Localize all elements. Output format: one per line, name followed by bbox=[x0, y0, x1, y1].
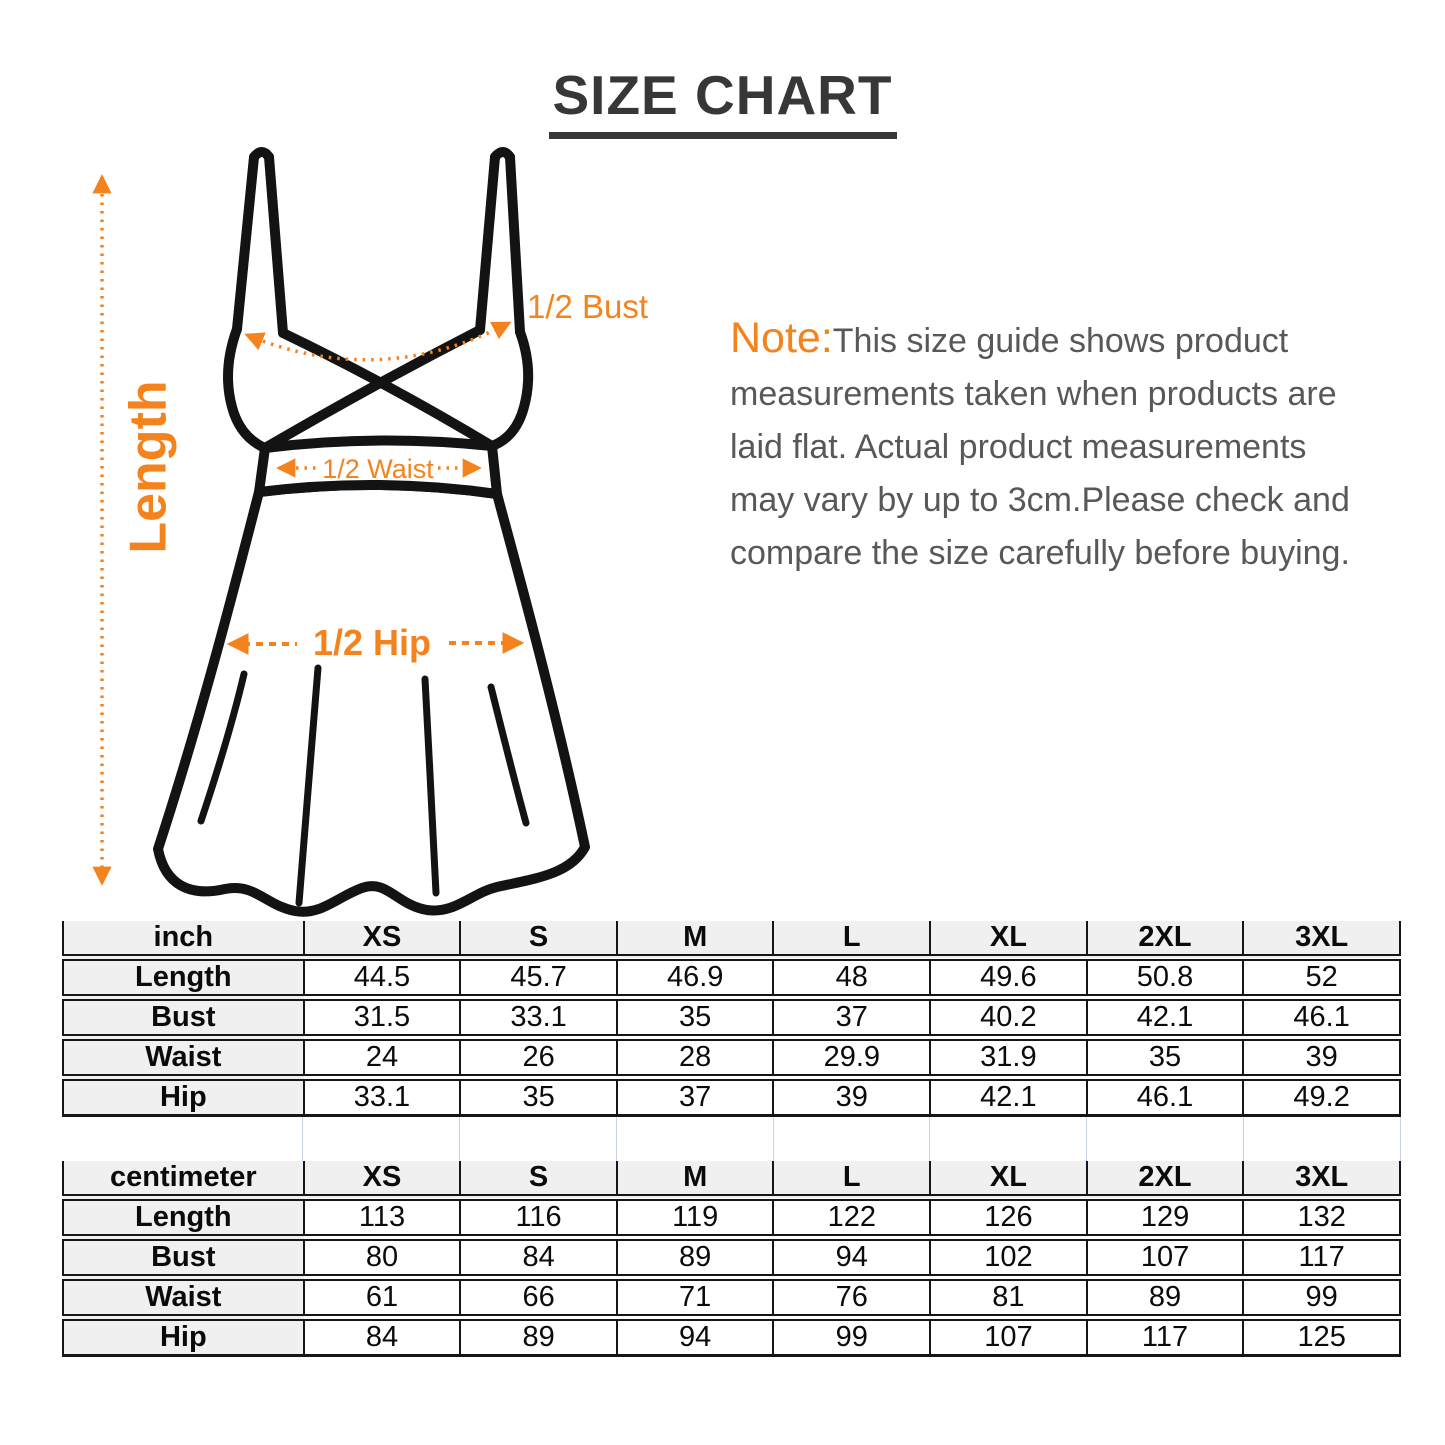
size-column-header: S bbox=[460, 921, 617, 958]
title-bar bbox=[0, 64, 1445, 139]
measurement-value-cell: 49.6 bbox=[930, 958, 1087, 998]
size-table-header-row bbox=[63, 1161, 1400, 1198]
size-column-header: S bbox=[460, 1161, 617, 1198]
measurement-value-cell: 125 bbox=[1243, 1318, 1400, 1356]
measurement-value-cell: 76 bbox=[773, 1278, 930, 1318]
note-line bbox=[730, 312, 1430, 368]
gap-gridline bbox=[774, 1117, 931, 1161]
measurement-value-cell: 94 bbox=[773, 1238, 930, 1278]
gap-gridline bbox=[1087, 1117, 1244, 1161]
bodice-right-seam bbox=[492, 332, 528, 446]
measurement-value-cell: 84 bbox=[304, 1318, 461, 1356]
measurement-label-cell: Hip bbox=[63, 1318, 304, 1356]
measurement-value-cell: 107 bbox=[930, 1318, 1087, 1356]
note-line: may vary by up to 3cm.Please check and bbox=[730, 481, 1350, 519]
measurement-value-cell: 117 bbox=[1243, 1238, 1400, 1278]
measurement-value-cell: 33.1 bbox=[460, 998, 617, 1038]
gap-gridline bbox=[460, 1117, 617, 1161]
size-column-header: M bbox=[617, 1161, 774, 1198]
measurement-row bbox=[63, 958, 1400, 998]
note-line: laid flat. Actual product measurements bbox=[730, 428, 1307, 466]
measurement-row bbox=[63, 1078, 1400, 1116]
hip-label: 1/2 Hip bbox=[312, 622, 432, 663]
measurement-value-cell: 61 bbox=[304, 1278, 461, 1318]
dress-drawing bbox=[158, 152, 585, 912]
measurement-value-cell: 89 bbox=[617, 1238, 774, 1278]
measurement-value-cell: 49.2 bbox=[1243, 1078, 1400, 1116]
size-table-centimeter bbox=[62, 1161, 1401, 1357]
size-diagram bbox=[75, 145, 695, 935]
measurement-value-cell: 28 bbox=[617, 1038, 774, 1078]
measurement-value-cell: 35 bbox=[617, 998, 774, 1038]
note-block bbox=[730, 312, 1430, 580]
measurement-value-cell: 37 bbox=[773, 998, 930, 1038]
gap-gridline bbox=[930, 1117, 1087, 1161]
measurement-value-cell: 42.1 bbox=[930, 1078, 1087, 1116]
measurement-value-cell: 31.9 bbox=[930, 1038, 1087, 1078]
measurement-value-cell: 89 bbox=[1087, 1278, 1244, 1318]
size-tables bbox=[62, 921, 1401, 1357]
measurement-value-cell: 50.8 bbox=[1087, 958, 1244, 998]
measurement-value-cell: 46.9 bbox=[617, 958, 774, 998]
measurement-value-cell: 80 bbox=[304, 1238, 461, 1278]
size-column-header: XL bbox=[930, 921, 1087, 958]
measurement-value-cell: 35 bbox=[1087, 1038, 1244, 1078]
measurement-value-cell: 46.1 bbox=[1087, 1078, 1244, 1116]
measurement-value-cell: 39 bbox=[1243, 1038, 1400, 1078]
measurement-value-cell: 52 bbox=[1243, 958, 1400, 998]
table-gap-row bbox=[62, 1117, 1401, 1161]
measurement-value-cell: 39 bbox=[773, 1078, 930, 1116]
measurement-value-cell: 29.9 bbox=[773, 1038, 930, 1078]
unit-label-cell: centimeter bbox=[63, 1161, 304, 1198]
note-line: measurements taken when products are bbox=[730, 375, 1337, 413]
measurement-value-cell: 24 bbox=[304, 1038, 461, 1078]
bust-label: 1/2 Bust bbox=[527, 288, 649, 325]
note-line: compare the size carefully before buying. bbox=[730, 534, 1350, 572]
size-table-header-row bbox=[63, 921, 1400, 958]
dress-straps bbox=[237, 152, 520, 333]
gap-gridline bbox=[617, 1117, 774, 1161]
measurement-value-cell: 132 bbox=[1243, 1198, 1400, 1238]
gap-gridline bbox=[303, 1117, 460, 1161]
measurement-label-cell: Waist bbox=[63, 1278, 304, 1318]
measurement-label-cell: Length bbox=[63, 958, 304, 998]
measurement-value-cell: 129 bbox=[1087, 1198, 1244, 1238]
note-prefix: Note: bbox=[730, 314, 833, 362]
measurement-label-cell: Hip bbox=[63, 1078, 304, 1116]
measurement-value-cell: 44.5 bbox=[304, 958, 461, 998]
measurement-value-cell: 102 bbox=[930, 1238, 1087, 1278]
measurement-value-cell: 37 bbox=[617, 1078, 774, 1116]
size-column-header: XS bbox=[304, 1161, 461, 1198]
measurement-value-cell: 107 bbox=[1087, 1238, 1244, 1278]
waist-label: 1/2 Waist bbox=[322, 454, 434, 484]
measurement-value-cell: 33.1 bbox=[304, 1078, 461, 1116]
measurement-row bbox=[63, 1238, 1400, 1278]
length-label: Length bbox=[119, 380, 178, 554]
size-column-header: XL bbox=[930, 1161, 1087, 1198]
measurement-value-cell: 126 bbox=[930, 1198, 1087, 1238]
size-table-inch bbox=[62, 921, 1401, 1117]
measurement-label-cell: Length bbox=[63, 1198, 304, 1238]
size-column-header: XS bbox=[304, 921, 461, 958]
measurement-label-cell: Bust bbox=[63, 1238, 304, 1278]
measurement-value-cell: 99 bbox=[773, 1318, 930, 1356]
wrap-neckline-left bbox=[283, 333, 492, 446]
gap-gridline bbox=[1244, 1117, 1401, 1161]
size-column-header: L bbox=[773, 1161, 930, 1198]
measurement-value-cell: 40.2 bbox=[930, 998, 1087, 1038]
note-text: This size guide shows product bbox=[832, 322, 1289, 360]
measurement-value-cell: 66 bbox=[460, 1278, 617, 1318]
size-column-header: L bbox=[773, 921, 930, 958]
measurement-value-cell: 122 bbox=[773, 1198, 930, 1238]
measurement-value-cell: 99 bbox=[1243, 1278, 1400, 1318]
size-column-header: M bbox=[617, 921, 774, 958]
measurement-value-cell: 45.7 bbox=[460, 958, 617, 998]
measurement-row bbox=[63, 1278, 1400, 1318]
measurement-label-cell: Waist bbox=[63, 1038, 304, 1078]
page-title: SIZE CHART bbox=[549, 68, 897, 139]
measurement-row bbox=[63, 998, 1400, 1038]
size-column-header: 3XL bbox=[1243, 921, 1400, 958]
measurement-value-cell: 94 bbox=[617, 1318, 774, 1356]
measurement-value-cell: 84 bbox=[460, 1238, 617, 1278]
measurement-row bbox=[63, 1318, 1400, 1356]
measurement-label-cell: Bust bbox=[63, 998, 304, 1038]
size-column-header: 2XL bbox=[1087, 1161, 1244, 1198]
dress-skirt bbox=[158, 485, 585, 912]
measurement-row bbox=[63, 1038, 1400, 1078]
size-column-header: 3XL bbox=[1243, 1161, 1400, 1198]
size-column-header: 2XL bbox=[1087, 921, 1244, 958]
measurement-value-cell: 117 bbox=[1087, 1318, 1244, 1356]
gap-gridline bbox=[62, 1117, 303, 1161]
measurement-value-cell: 26 bbox=[460, 1038, 617, 1078]
measurement-value-cell: 81 bbox=[930, 1278, 1087, 1318]
measurement-value-cell: 42.1 bbox=[1087, 998, 1244, 1038]
unit-label-cell: inch bbox=[63, 921, 304, 958]
measurement-value-cell: 119 bbox=[617, 1198, 774, 1238]
measurement-value-cell: 31.5 bbox=[304, 998, 461, 1038]
bodice-left-seam bbox=[228, 329, 265, 448]
measurement-value-cell: 35 bbox=[460, 1078, 617, 1116]
measurement-value-cell: 46.1 bbox=[1243, 998, 1400, 1038]
measurement-value-cell: 48 bbox=[773, 958, 930, 998]
measurement-value-cell: 116 bbox=[460, 1198, 617, 1238]
measurement-value-cell: 113 bbox=[304, 1198, 461, 1238]
measurement-row bbox=[63, 1198, 1400, 1238]
measurement-value-cell: 89 bbox=[460, 1318, 617, 1356]
measurement-value-cell: 71 bbox=[617, 1278, 774, 1318]
